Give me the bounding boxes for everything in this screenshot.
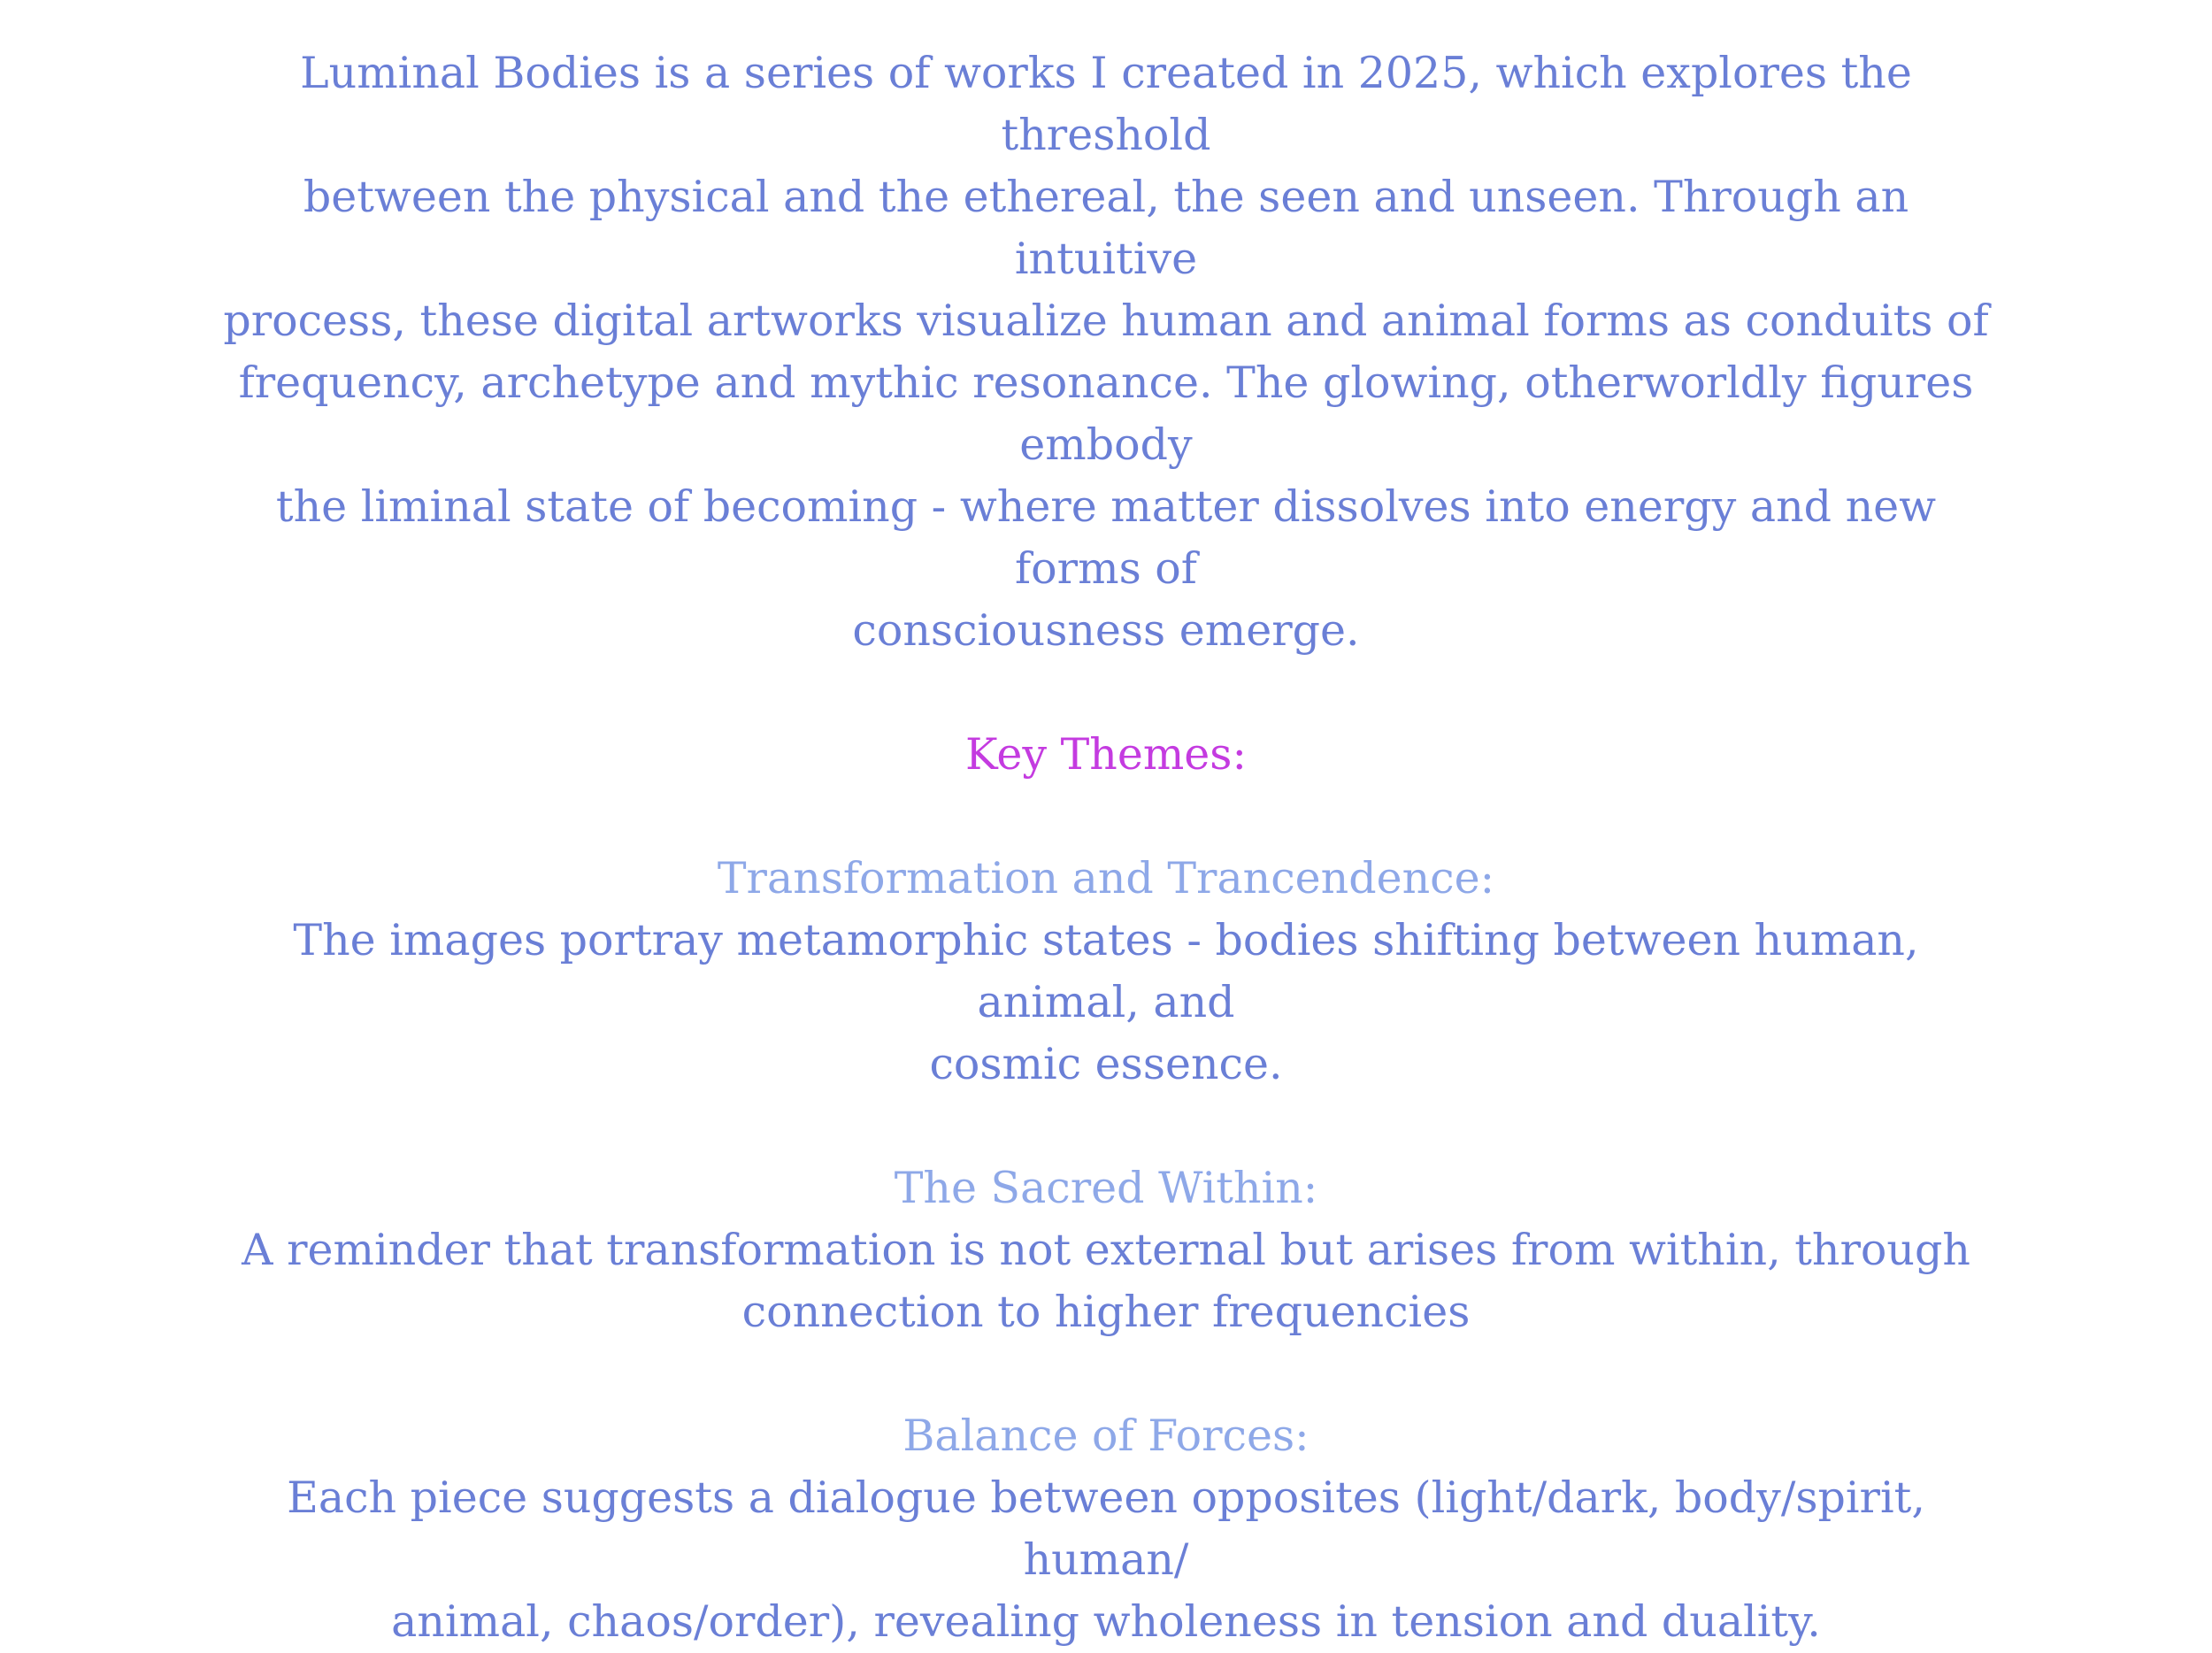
intro-line: frequency, archetype and mythic resonance. The glowing, otherworldly figures embody — [238, 358, 1974, 470]
theme-description — [221, 910, 1991, 1096]
theme-sacred-within — [0, 1157, 2212, 1343]
intro-line: process, these digital artworks visualize human and animal forms as conduits of — [223, 296, 1989, 346]
theme-line: A reminder that transformation is not external but arises from within, through — [242, 1225, 1970, 1275]
theme-line: cosmic essence. — [929, 1039, 1283, 1089]
theme-line: Each piece suggests a dialogue between opposites (light/dark, body/spirit, human/ — [287, 1472, 1925, 1585]
theme-description — [221, 1219, 1991, 1343]
intro-line: the liminal state of becoming - where matter dissolves into energy and new forms of — [275, 481, 1937, 594]
theme-line: animal, chaos/order), revealing wholeness in tension and duality. — [391, 1596, 1821, 1647]
intro-line: between the physical and the ethereal, the seen and unseen. Through an intuitive — [303, 172, 1909, 284]
theme-title: Balance of Forces: — [902, 1411, 1310, 1461]
theme-line: The images portray metamorphic states - bodies shifting between human, animal, and — [293, 915, 1919, 1027]
key-themes-heading: Key Themes: — [965, 729, 1247, 780]
intro-line: Luminal Bodies is a series of works I created in 2025, which explores the threshold — [300, 48, 1912, 160]
theme-balance-of-forces — [0, 1405, 2212, 1653]
intro-line: consciousness emerge. — [852, 605, 1360, 656]
theme-title: The Sacred Within: — [894, 1163, 1318, 1213]
artist-statement — [0, 42, 2212, 1653]
theme-title: Transformation and Trancendence: — [717, 853, 1495, 903]
intro-paragraph — [221, 42, 1991, 662]
theme-transformation — [0, 848, 2212, 1096]
theme-description — [221, 1467, 1991, 1653]
theme-line: connection to higher frequencies — [741, 1287, 1471, 1337]
